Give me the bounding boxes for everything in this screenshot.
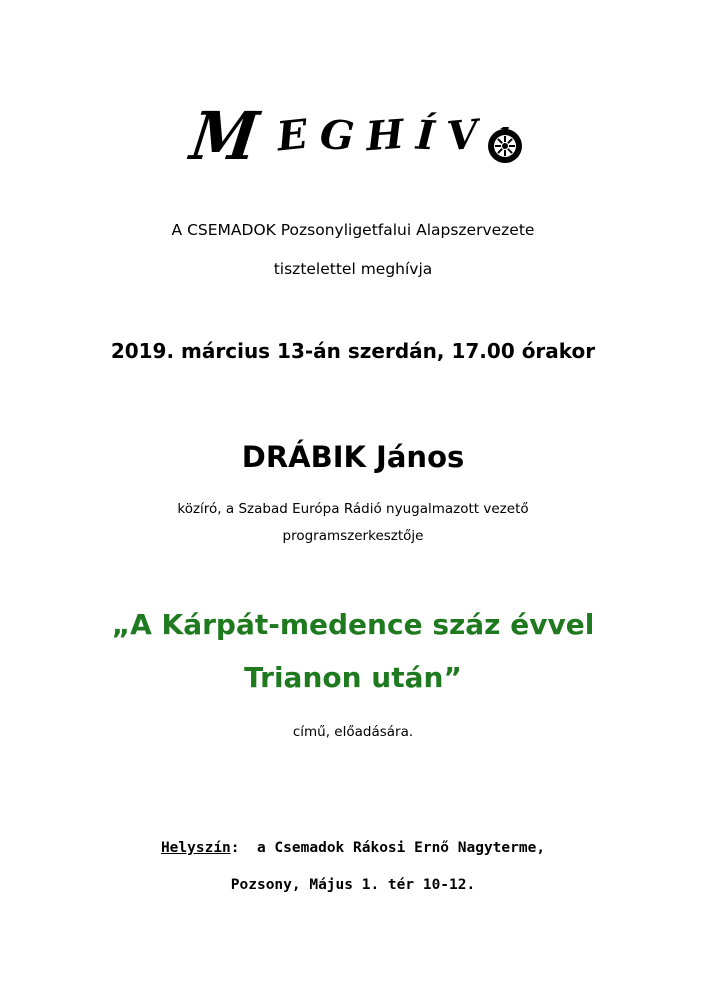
title-letter-g: G — [318, 110, 356, 161]
title-letter-i: Í — [414, 111, 436, 160]
lecture-title-line-1: „A Kárpát-medence száz évvel — [111, 608, 595, 641]
title-letter-o-sun — [486, 127, 524, 165]
sun-icon — [486, 127, 524, 165]
venue-address: Pozsony, Május 1. tér 10-12. — [230, 877, 476, 893]
venue-line — [0, 840, 706, 856]
title-letter-h: H — [364, 110, 406, 161]
venue-place: a Csemadok Rákosi Ernő Nagyterme, — [239, 840, 546, 856]
speaker-name: DRÁBIK János — [241, 440, 465, 474]
speaker-role-line-2: programszerkesztője — [282, 528, 424, 544]
title-letter-m: M — [186, 97, 264, 175]
speaker-role-line-1: közíró, a Szabad Európa Rádió nyugalmazott vezető — [177, 501, 529, 517]
event-datetime: 2019. március 13-án szerdán, 17.00 órakor — [110, 339, 596, 363]
invite-text: tisztelettel meghívja — [273, 260, 433, 278]
organizer-text: A CSEMADOK Pozsonyligetfalui Alapszervezete — [171, 221, 535, 239]
lecture-suffix: című, előadására. — [292, 724, 414, 740]
title-letter-v: V — [444, 110, 480, 161]
lecture-title-line-2: Trianon után” — [244, 661, 462, 694]
invitation-title — [0, 96, 706, 176]
venue-label: Helyszín — [160, 840, 231, 856]
title-letter-e: E — [274, 110, 311, 161]
venue-colon: : — [230, 840, 240, 856]
